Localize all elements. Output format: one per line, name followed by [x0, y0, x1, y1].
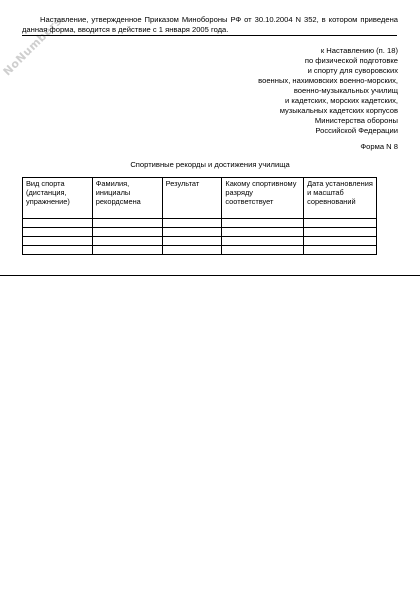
annex-line: и спорту для суворовских [307, 66, 398, 75]
table-header-row [23, 178, 377, 219]
divider-top [22, 35, 397, 36]
preface-note: Наставление, утвержденное Приказом Минобороны РФ от 30.10.2004 N 352, в котором приведена данная форма, вводится в действие с 1 января 2005 года. [22, 15, 398, 34]
table-cell [222, 219, 304, 228]
table-cell [92, 228, 162, 237]
document-title: Спортивные рекорды и достижения училища [130, 160, 290, 169]
table-cell [304, 228, 377, 237]
table-cell [23, 228, 93, 237]
table-cell [304, 246, 377, 255]
annex-line: и кадетских, морских кадетских, [285, 96, 398, 105]
table-cell [23, 237, 93, 246]
table-cell [222, 237, 304, 246]
header-date: Дата установления и масштаб соревнований [304, 178, 377, 219]
table-cell [222, 246, 304, 255]
form-number: Форма N 8 [360, 142, 398, 151]
annex-line: военных, нахимовских военно-морских, [258, 76, 398, 85]
table-cell [92, 237, 162, 246]
table-row [23, 228, 377, 237]
annex-line: военно-музыкальных училищ [293, 86, 398, 95]
table-cell [304, 237, 377, 246]
annex-line: Российской Федерации [315, 126, 398, 135]
table-row [23, 237, 377, 246]
header-rank: Какому спортивному разряду соответствует [222, 178, 304, 219]
divider-bottom [0, 275, 420, 276]
table-cell [162, 219, 222, 228]
table-row [23, 219, 377, 228]
watermark: NoNumbers [0, 14, 65, 79]
annex-line: к Наставлению (п. 18) [320, 46, 398, 55]
table-cell [92, 219, 162, 228]
table-cell [222, 228, 304, 237]
records-table [22, 177, 377, 255]
header-sport: Вид спорта (дистанция, упражнение) [23, 178, 93, 219]
table-cell [304, 219, 377, 228]
annex-line: Министерства обороны [314, 116, 398, 125]
table-cell [23, 219, 93, 228]
annex-line: по физической подготовке [304, 56, 398, 65]
header-recordholder: Фамилия, инициалы рекордсмена [92, 178, 162, 219]
table-cell [162, 228, 222, 237]
table-cell [23, 246, 93, 255]
header-result: Результат [162, 178, 222, 219]
table-cell [92, 246, 162, 255]
annex-line: музыкальных кадетских корпусов [279, 106, 398, 115]
annex-reference [198, 46, 398, 136]
table-row [23, 246, 377, 255]
table-cell [162, 246, 222, 255]
table-cell [162, 237, 222, 246]
